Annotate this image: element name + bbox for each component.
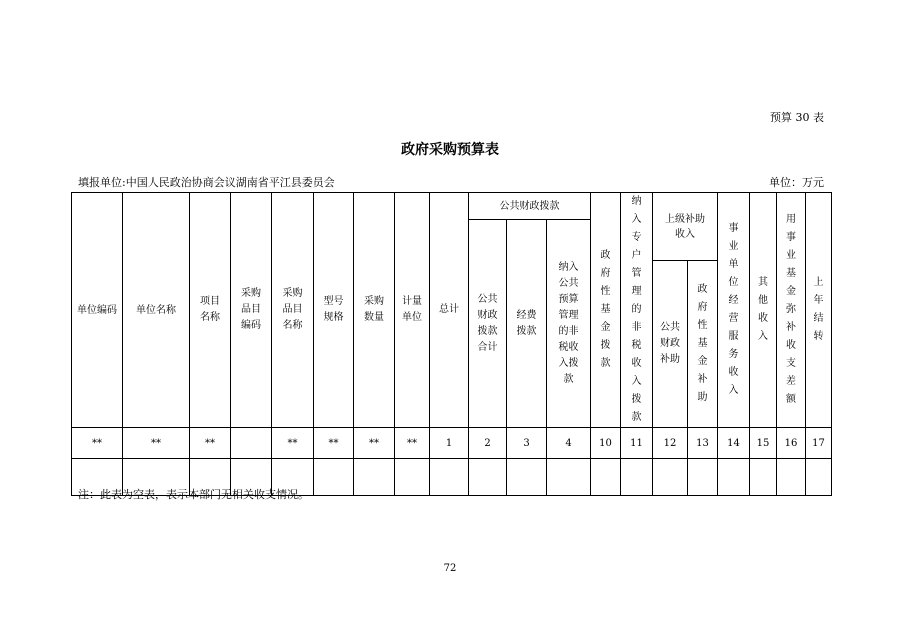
code-cell: 3: [507, 428, 547, 459]
code-cell: 16: [777, 428, 806, 459]
col-other-income: 其他收入: [750, 193, 777, 428]
table-number: 预算 30 表: [770, 111, 824, 124]
col-model-spec: 型号规格: [314, 193, 354, 428]
col-unit-name: 单位名称: [123, 193, 190, 428]
col-total: 总计: [430, 193, 469, 428]
column-code-row: [72, 428, 832, 459]
code-cell: **: [72, 428, 123, 459]
col-non-tax-in-budget: 纳入公共预算管理的非税收入拨款: [547, 220, 591, 428]
col-item-name: 采购品目名称: [272, 193, 314, 428]
code-cell: 10: [591, 428, 621, 459]
col-gov-fund-subsidy: 政府性基金补助: [688, 261, 718, 428]
col-measure-unit: 计量单位: [395, 193, 430, 428]
col-public-finance-sum: 公共财政拨款合计: [469, 220, 507, 428]
code-cell: 11: [621, 428, 653, 459]
col-business-income: 事业单位经营服务收入: [718, 193, 750, 428]
footnote: 注：此表为空表，表示本部门无相关收支情况。: [78, 488, 309, 501]
reporting-unit: 填报单位:中国人民政治协商会议湖南省平江县委员会: [78, 176, 335, 189]
code-cell: 2: [469, 428, 507, 459]
code-cell: 1: [430, 428, 469, 459]
group-superior-subsidy: 上级补助收入: [653, 193, 718, 261]
page-number: 72: [443, 563, 457, 574]
col-project-name: 项目名称: [190, 193, 231, 428]
code-cell: [231, 428, 272, 459]
money-unit: 单位：万元: [769, 176, 824, 189]
code-cell: **: [354, 428, 395, 459]
col-expense-allocation: 经费拨款: [507, 220, 547, 428]
page-title: 政府采购预算表: [401, 142, 499, 158]
code-cell: 15: [750, 428, 777, 459]
col-gov-fund: 政府性基金拨款: [591, 193, 621, 428]
code-cell: **: [314, 428, 354, 459]
code-cell: **: [272, 428, 314, 459]
code-cell: 17: [806, 428, 832, 459]
col-quantity: 采购数量: [354, 193, 395, 428]
col-public-finance-subsidy: 公共财政补助: [653, 261, 688, 428]
procurement-budget-table: [71, 192, 832, 496]
col-unit-code: 单位编码: [72, 193, 123, 428]
code-cell: **: [190, 428, 231, 459]
code-cell: 13: [688, 428, 718, 459]
col-item-code: 采购品目编码: [231, 193, 272, 428]
code-cell: 14: [718, 428, 750, 459]
group-public-finance: 公共财政拨款: [469, 193, 591, 220]
col-fund-balance: 用事业基金弥补收支差额: [777, 193, 806, 428]
code-cell: **: [123, 428, 190, 459]
code-cell: 4: [547, 428, 591, 459]
code-cell: 12: [653, 428, 688, 459]
col-special-nontax: 纳入专户管理的非税收入拨款: [621, 193, 653, 428]
col-carryover: 上年结转: [806, 193, 832, 428]
code-cell: **: [395, 428, 430, 459]
